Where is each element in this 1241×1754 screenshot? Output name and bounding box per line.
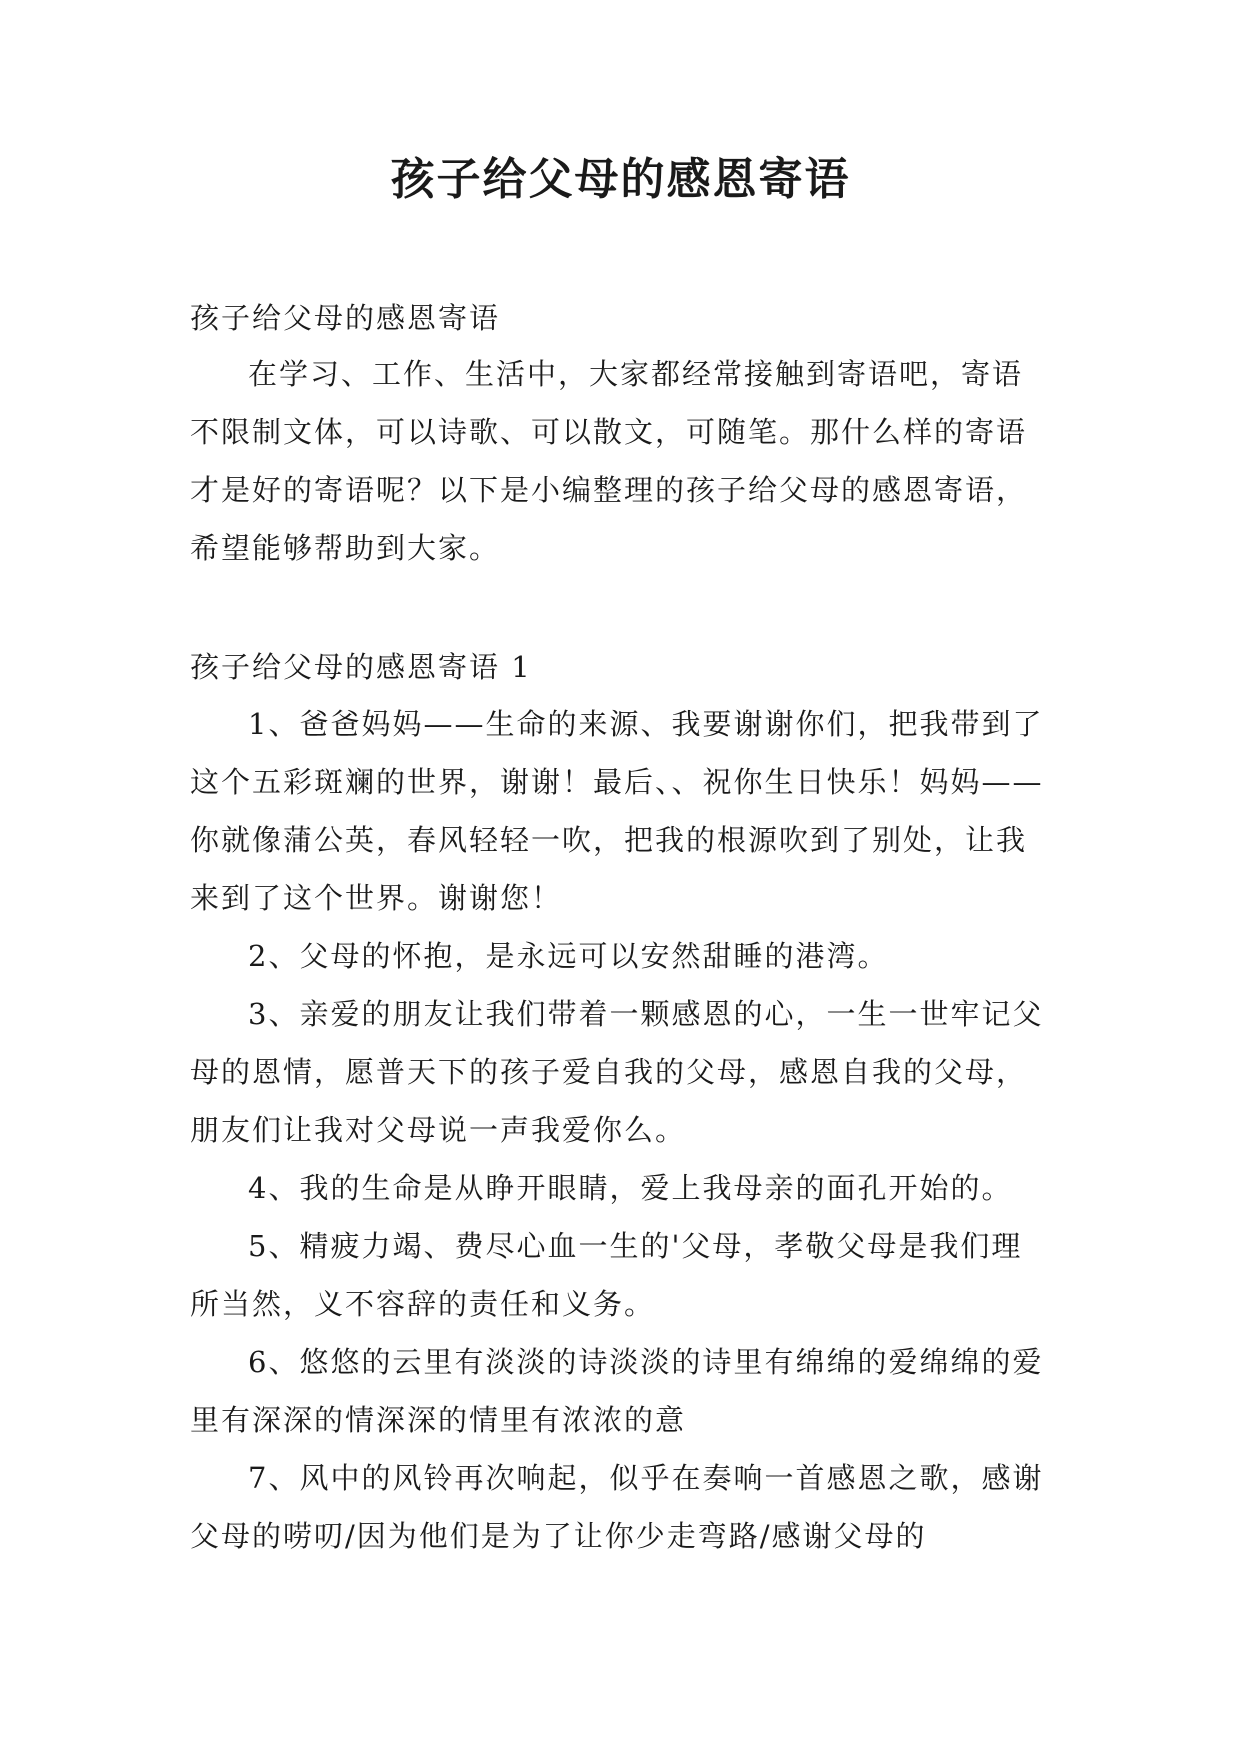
document-title: 孩子给父母的感恩寄语: [390, 154, 851, 205]
list-item: 4、我的生命是从睁开眼睛，爱上我母亲的面孔开始的。: [248, 1171, 1013, 1205]
list-item: 6、悠悠的云里有淡淡的诗淡淡的诗里有绵绵的爱绵绵的爱里有深深的情深深的情里有浓浓的意: [190, 1345, 1044, 1437]
section-heading-text: 孩子给父母的感恩寄语 1: [190, 650, 532, 684]
document-subtitle: [190, 289, 1050, 347]
section-heading: [190, 638, 1050, 696]
subtitle-text: 孩子给父母的感恩寄语: [190, 301, 501, 335]
list-item: 1、爸爸妈妈——生命的来源、我要谢谢你们，把我带到了这个五彩斑斓的世界，谢谢！最后、、祝你生日快乐！妈妈——你就像蒲公英，春风轻轻一吹，把我的根源吹到了别处，让我来到了这个世界。谢谢您！: [190, 707, 1044, 915]
intro-text: 在学习、工作、生活中，大家都经常接触到寄语吧，寄语不限制文体，可以诗歌、可以散文，可随笔。那什么样的寄语才是好的寄语呢？以下是小编整理的孩子给父母的感恩寄语，希望能够帮助到大家。: [190, 357, 1028, 565]
list-item: 7、风中的风铃再次响起，似乎在奏响一首感恩之歌，感谢父母的唠叨/因为他们是为了让你少走弯路/感谢父母的: [190, 1461, 1044, 1553]
list-item: 3、亲爱的朋友让我们带着一颗感恩的心，一生一世牢记父母的恩情，愿普天下的孩子爱自我的父母，感恩自我的父母，朋友们让我对父母说一声我爱你么。: [190, 997, 1044, 1147]
list-item: 2、父母的怀抱，是永远可以安然甜睡的港湾。: [248, 939, 889, 973]
intro-paragraph: [190, 345, 1050, 577]
list-item: 5、精疲力竭、费尽心血一生的'父母，孝敬父母是我们理所当然，义不容辞的责任和义务。: [190, 1229, 1023, 1321]
message-list: [190, 695, 1050, 1565]
